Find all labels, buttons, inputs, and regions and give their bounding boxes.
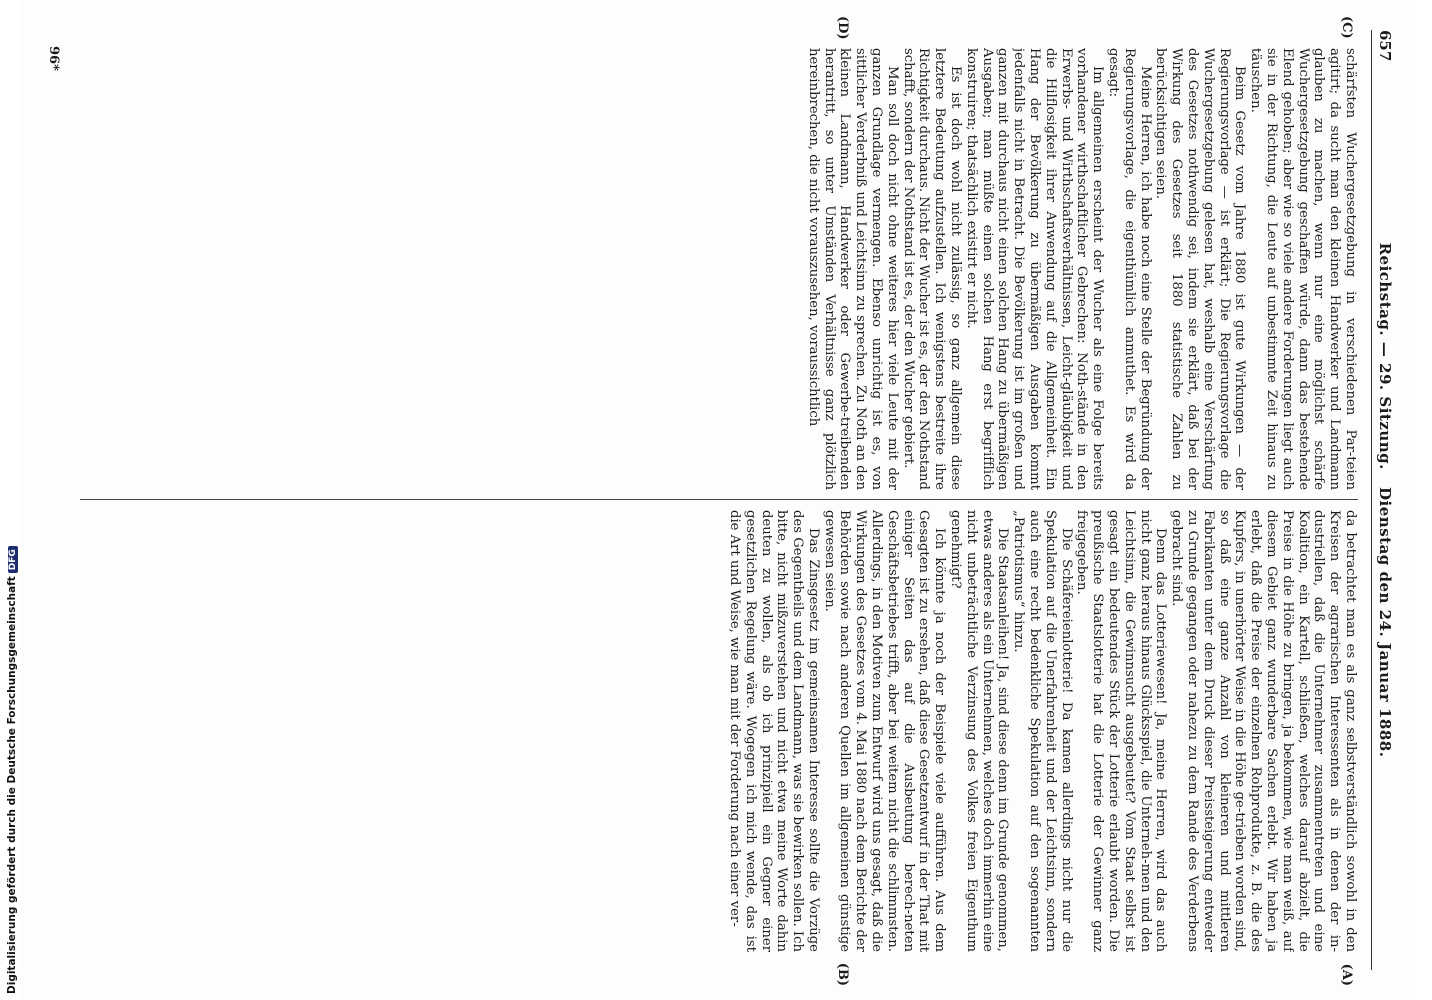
session-title: Reichstag. — 29. Sitzung. [1376, 242, 1394, 470]
paragraph: Ich könnte ja noch der Beispiele viele aufführen. Aus dem Gesagten ist zu ersehen, daß diese Gesetzentwurf in der That mit einiger Seiten das auf die Ausbeutung berech-neten Geschäftsbetriebes trifft, aber bei weitem nicht die schlimmsten. Allerdings, in den Motiven zum Entwurf wird uns gesagt, daß die Wirkungen des Gesetzes vom 4. Mai 1880 nach dem Berichte der Behörden sowie nach anderen Quellen im allgemeinen günstige gewesen seien. [821, 510, 948, 952]
credit-text: Digitalisierung gefördert durch die Deutsche Forschungsgemeinschaft [6, 576, 18, 994]
paragraph: schärfsten Wuchergesetzgebung in verschiedenen Par-teien agitirt; da sucht man den kleinen Handwerker und Landmann glauben zu machen, wenn nur eine möglichst schärfe Wuchergesetzgebung geschaffen würde, dann das bestehende Elend gehoben; aber wie so viele andere Forderungen liegt auch sie in der Richtung, die Leute auf unbestimmte Zeit hinaus zu täuschen. [1248, 48, 1358, 490]
page-number: 657 [1376, 30, 1394, 62]
margin-label-d: (D) [835, 16, 850, 40]
paragraph: Die Staatsanleihen! Ja, sind diese denn im Grunde genommen, etwas anderes als ein Unternehmen, welches doch immerhin eine nicht unbeträchtliche Verzinsung des Volkes freien Eigenthum genehmigt? [948, 510, 1011, 952]
session-date: Dienstag den 24. Januar 1888. [1376, 487, 1394, 758]
text-column-left [80, 48, 1358, 490]
column-divider [80, 499, 1358, 500]
paragraph: Man soll doch nicht ohne weiteres hier viele Leute mit der ganzen Grundlage vermengen. Ebenso unrichtig ist es, von sittlicher Verderbniß und Leichtsinn zu sprechen. Zu Noth an den kleinen Landmann, Handwerker oder Gewerbe-treibenden herantritt, so unter Umständen Verhältnisse ganz plötzlich hereinbrechen, die nicht vorauszusehen, voraussichtlich [805, 48, 900, 490]
paragraph: Denn das Lotteriewesen! Ja, meine Herren, wird das auch nicht ganz heraus hinaus Glücksspiel, die Unterneh-men und den Leichtsinn, die Gewinnsucht ausgebeutet? Vom Staat selbst ist gesagt ein bedeutendes Stück der Lotterie erlaubt worden. Die preußische Staatslotterie hat die Lotterie der Gewinner ganz freigegeben. [1074, 510, 1169, 952]
page-header [1371, 30, 1398, 970]
margin-label-c: (C) [1339, 16, 1354, 39]
text-column-right [80, 510, 1358, 952]
dfg-logo-icon: DFG [8, 546, 18, 573]
paragraph: Es ist doch wohl nicht zulässig, so ganz allgemein diese letztere Bedeutung aufzustellen. Ich wenigstens bestreite ihre Richtigkeit durchaus. Nicht der Wucher ist es, der den Nothstand schafft, sondern der Nothstand ist es, der den Wucher gebiert. [900, 48, 964, 490]
margin-label-b: (B) [835, 962, 850, 986]
running-title [1376, 30, 1394, 970]
paragraph: Meine Herren, ich habe noch eine Stelle der Begründung der Regierungsvorlage, die eigenthümlich anmuthet. Es wird da gesagt: [1106, 48, 1153, 490]
margin-label-a: (A) [1339, 963, 1354, 986]
scanned-document-page [20, 0, 1410, 1000]
paragraph: da betrachtet man es als ganz selbstverständlich sowohl in den Kreisen der agrarischen Interessenten als in denen der in-dustriellen, daß die Unternehmer zusammentreten und eine Koalition, ein Kartell, schließen, welches darauf abzielt, die Preise in die Höhe zu bringen, ja bekommen, wie man weiß, auf diesem Gebiet ganz wunderbare Sachen erlebt. Wir haben ja erlebt, daß die Preise der einzelnen Rohprodukte, z. B. die des Kupfers, in unerhörter Weise in die Höhe ge-trieben worden sind, so daß eine ganze Anzahl von kleineren und mittleren Fabrikanten unter dem Druck dieser Preissteigerung entweder zu Grunde gegangen oder nahezu zu dem Rande des Verderbens gebracht sind. [1169, 510, 1358, 952]
signature-mark: 96* [46, 46, 61, 71]
paragraph: Im allgemeinen erscheint der Wucher als eine Folge bereits vorhandener wirthschaftlicher Gebrechen: Noth-stände in den Erwerbs- und Wirthschaftsverhältnissen, Leicht-gläubigkeit und die Hilflosigkeit ihrer Anwendung auf die Allgemeinheit. Ein Hang der Bevölkerung zu übermäßigen Ausgaben kommt jedenfalls nicht in Betracht. Die Bevölkerung ist im großen und ganzen mit durchaus nicht einen solchen Hang zu übermäßigen Ausgaben; man müßte einen solchen Hang erst begrifflich konstruiren; thatsächlich existirt er nicht. [963, 48, 1106, 490]
paragraph: Die Schäfereienlotterie! Da kamen allerdings nicht nur die Spekulation auf die Unerfahrenheit und der Leichtsinn, sondern auch eine recht bedenkliche Spekulation auf den sogenannten „Patriotismus“ hinzu. [1011, 510, 1074, 952]
paragraph: Das Zinsgesetz im gemeinsamen Interesse sollte die Vorzüge des Gegentheils und dem Landmann, was sie bewirken sollen. Ich bitte, nicht mißzuverstehen und nicht etwa meine Worte dahin deuten zu wollen, als ob ich prinzipiell ein Gegner einer gesetzlichen Regelung wäre. Wogegen ich mich wende, das ist die Art und Weise, wie man mit der Forderung nach einer ver- [726, 510, 821, 952]
digitization-credit [6, 546, 18, 994]
paragraph: Beim Gesetz vom Jahre 1880 ist gute Wirkungen — der Regierungsvorlage — ist erklärt; Die Regierungsvorlage die Wuchergesetzgebung gelesen hat, weshalb eine Verschärfung des Gesetzes nothwendig sei, indem sie erklärt, daß bei der Wirkung des Gesetzes seit 1880 statistische Zahlen zu berücksichtigen seien. [1153, 48, 1248, 490]
